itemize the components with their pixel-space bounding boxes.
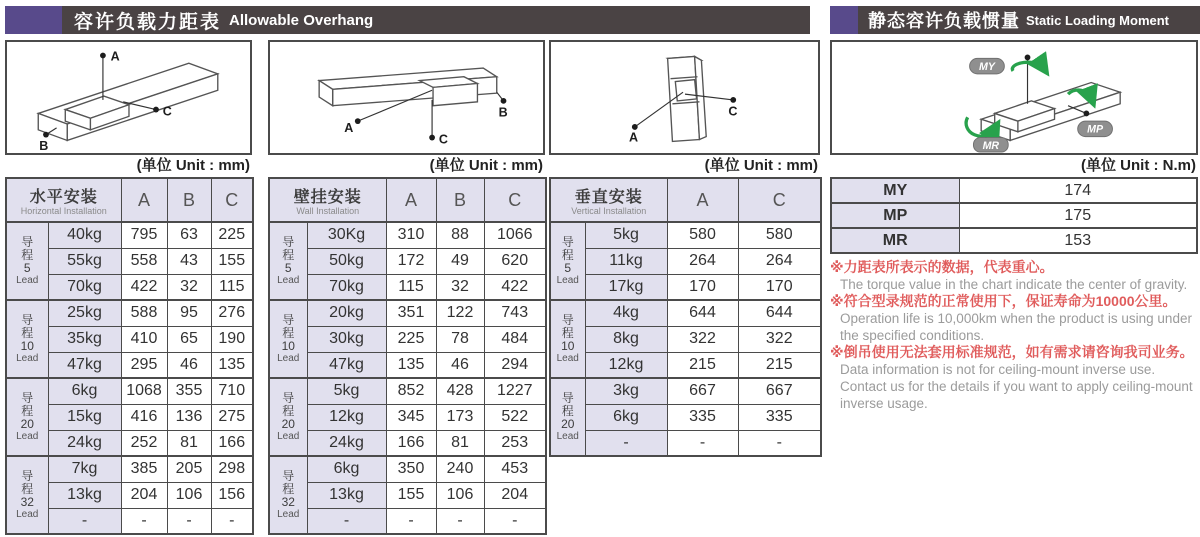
value-cell: 106 [167, 482, 211, 508]
lead-32-label: 导 程 32 Lead [6, 456, 48, 534]
table-row [550, 352, 821, 378]
horizontal-actuator-diagram [7, 42, 250, 153]
value-cell: 355 [167, 378, 211, 404]
value-cell: - [484, 508, 546, 534]
table-row [269, 326, 546, 352]
value-cell: 173 [436, 404, 484, 430]
unit-label: (单位 Unit : mm) [429, 157, 543, 174]
load-cell: 13kg [307, 482, 386, 508]
value-cell: 46 [436, 352, 484, 378]
point-label-c: C [162, 104, 172, 119]
value-cell: 32 [436, 274, 484, 300]
value-cell: 276 [211, 300, 253, 326]
moment-value: 153 [959, 228, 1197, 253]
load-cell: 20kg [307, 300, 386, 326]
value-cell: 416 [121, 404, 167, 430]
value-cell: 46 [167, 352, 211, 378]
column-header-b: B [167, 178, 211, 222]
load-cell: 5kg [585, 222, 667, 248]
vertical-actuator-diagram [551, 42, 818, 153]
value-cell: 65 [167, 326, 211, 352]
header-title-zh: 容许负载力距表 [74, 11, 222, 33]
column-header-a: A [121, 178, 167, 222]
horizontal-table-slot [5, 177, 252, 535]
value-cell: 410 [121, 326, 167, 352]
table-row [269, 378, 546, 404]
value-cell: 204 [484, 482, 546, 508]
horizontal-installation-table [5, 177, 254, 535]
value-cell: 422 [121, 274, 167, 300]
value-cell: 32 [167, 274, 211, 300]
value-cell: 710 [211, 378, 253, 404]
table-row [6, 222, 253, 248]
value-cell: - [436, 508, 484, 534]
table-row [550, 222, 821, 248]
column-header-c: C [211, 178, 253, 222]
value-cell: 81 [167, 430, 211, 456]
value-cell: 170 [738, 274, 821, 300]
table-row [269, 248, 546, 274]
value-cell: 275 [211, 404, 253, 430]
my-label: MY [979, 60, 995, 73]
lead-20-label: 导 程 20 Lead [550, 378, 585, 456]
moment-table [830, 177, 1198, 254]
table-row [6, 300, 253, 326]
load-cell: 7kg [48, 456, 121, 482]
lead-5-label: 导 程 5 Lead [550, 222, 585, 300]
point-label-a: A [629, 130, 639, 145]
value-cell: 667 [667, 378, 738, 404]
load-cell: 17kg [585, 274, 667, 300]
value-cell: 345 [386, 404, 436, 430]
value-cell: 115 [211, 274, 253, 300]
value-cell: 264 [667, 248, 738, 274]
value-cell: 205 [167, 456, 211, 482]
value-cell: 1068 [121, 378, 167, 404]
load-cell: 24kg [307, 430, 386, 456]
note-zh: ※符合型录规范的正常使用下，保证寿命为10000公里。 [830, 293, 1177, 309]
value-cell: 252 [121, 430, 167, 456]
value-cell: - [667, 430, 738, 456]
value-cell: 49 [436, 248, 484, 274]
value-cell: 335 [738, 404, 821, 430]
moment-label: MY [831, 178, 959, 203]
point-label-c: C [728, 104, 738, 119]
value-cell: 166 [386, 430, 436, 456]
table-row [269, 274, 546, 300]
lead-32-label: 导 程 32 Lead [269, 456, 307, 534]
value-cell: 295 [121, 352, 167, 378]
value-cell: 428 [436, 378, 484, 404]
unit-label: (单位 Unit : N.m) [1081, 157, 1196, 174]
load-cell: 70kg [307, 274, 386, 300]
point-label-a: A [110, 49, 120, 64]
note-item [830, 344, 1198, 412]
note-zh: ※倒吊使用无法套用标准规范，如有需求请咨询我司业务。 [830, 344, 1194, 360]
value-cell: 190 [211, 326, 253, 352]
value-cell: 484 [484, 326, 546, 352]
table-row [550, 248, 821, 274]
load-cell: - [307, 508, 386, 534]
moment-value: 175 [959, 203, 1197, 228]
load-cell: 8kg [585, 326, 667, 352]
vertical-diagram-box [549, 40, 820, 155]
load-cell: 24kg [48, 430, 121, 456]
value-cell: 122 [436, 300, 484, 326]
table-row [6, 456, 253, 482]
value-cell: - [386, 508, 436, 534]
value-cell: 155 [211, 248, 253, 274]
load-cell: 30Kg [307, 222, 386, 248]
table-row [831, 178, 1197, 203]
value-cell: - [738, 430, 821, 456]
value-cell: 422 [484, 274, 546, 300]
lead-20-label: 导 程 20 Lead [6, 378, 48, 456]
load-cell: 47kg [48, 352, 121, 378]
load-cell: 30kg [307, 326, 386, 352]
value-cell: 852 [386, 378, 436, 404]
value-cell: 106 [436, 482, 484, 508]
value-cell: 253 [484, 430, 546, 456]
value-cell: - [121, 508, 167, 534]
load-cell: 11kg [585, 248, 667, 274]
load-cell: 5kg [307, 378, 386, 404]
wall-diagram-box [268, 40, 545, 155]
value-cell: 644 [738, 300, 821, 326]
load-cell: 50kg [307, 248, 386, 274]
column-header-a: A [386, 178, 436, 222]
value-cell: - [211, 508, 253, 534]
value-cell: 580 [738, 222, 821, 248]
lead-10-label: 导 程 10 Lead [6, 300, 48, 378]
header-title-en: Static Loading Moment [1026, 12, 1169, 28]
value-cell: 580 [667, 222, 738, 248]
static-loading-moment-header [830, 6, 1200, 34]
unit-label: (单位 Unit : mm) [704, 157, 818, 174]
load-cell: 70kg [48, 274, 121, 300]
value-cell: 135 [386, 352, 436, 378]
load-cell: - [48, 508, 121, 534]
value-cell: 298 [211, 456, 253, 482]
value-cell: 135 [211, 352, 253, 378]
table-header-row [550, 178, 821, 222]
moment-label: MP [831, 203, 959, 228]
value-cell: 1227 [484, 378, 546, 404]
table-row [550, 274, 821, 300]
vertical-installation-section [549, 40, 820, 457]
note-en: The torque value in the chart indicate the center of gravity. [840, 277, 1188, 292]
lead-10-label: 导 程 10 Lead [269, 300, 307, 378]
load-cell: 13kg [48, 482, 121, 508]
value-cell: 558 [121, 248, 167, 274]
load-cell: - [585, 430, 667, 456]
value-cell: 743 [484, 300, 546, 326]
moment-label: MR [831, 228, 959, 253]
load-cell: 6kg [48, 378, 121, 404]
load-cell: 4kg [585, 300, 667, 326]
note-en: Data information is not for ceiling-mount inverse use. Contact us for the details if you want to apply ceiling-mount inverse usage. [840, 362, 1193, 411]
value-cell: 294 [484, 352, 546, 378]
unit-label: (单位 Unit : mm) [136, 157, 250, 174]
value-cell: 385 [121, 456, 167, 482]
load-cell: 47kg [307, 352, 386, 378]
value-cell: 172 [386, 248, 436, 274]
value-cell: 350 [386, 456, 436, 482]
load-cell: 12kg [307, 404, 386, 430]
table-row [550, 430, 821, 456]
load-cell: 25kg [48, 300, 121, 326]
load-cell: 12kg [585, 352, 667, 378]
table-row [269, 482, 546, 508]
value-cell: 204 [121, 482, 167, 508]
point-label-b: B [498, 105, 508, 120]
note-zh: ※力距表所表示的数据，代表重心。 [830, 259, 1054, 275]
value-cell: 95 [167, 300, 211, 326]
table-header-row [6, 178, 253, 222]
value-cell: 795 [121, 222, 167, 248]
value-cell: 63 [167, 222, 211, 248]
table-row [269, 430, 546, 456]
table-row [831, 203, 1197, 228]
table-row [269, 456, 546, 482]
load-cell: 15kg [48, 404, 121, 430]
horizontal-installation-section [5, 40, 252, 535]
header-title-zh: 静态容许负载惯量 [868, 11, 1020, 31]
value-cell: 166 [211, 430, 253, 456]
wall-table-slot [268, 177, 545, 535]
value-cell: 155 [386, 482, 436, 508]
value-cell: 81 [436, 430, 484, 456]
value-cell: 215 [667, 352, 738, 378]
value-cell: 322 [667, 326, 738, 352]
table-row [550, 378, 821, 404]
table-row [269, 300, 546, 326]
value-cell: 78 [436, 326, 484, 352]
lead-5-label: 导 程 5 Lead [269, 222, 307, 300]
table-title: 壁挂安装 Wall Installation [269, 178, 386, 222]
lead-10-label: 导 程 10 Lead [550, 300, 585, 378]
value-cell: 136 [167, 404, 211, 430]
table-row [550, 404, 821, 430]
table-row [269, 222, 546, 248]
mp-label: MP [1087, 123, 1104, 136]
value-cell: 1066 [484, 222, 546, 248]
wall-installation-table [268, 177, 547, 535]
value-cell: 225 [211, 222, 253, 248]
column-header-c: C [484, 178, 546, 222]
table-row [831, 228, 1197, 253]
moment-actuator-diagram [832, 42, 1196, 153]
wall-installation-section [268, 40, 545, 535]
load-cell: 6kg [307, 456, 386, 482]
horizontal-diagram-box [5, 40, 252, 155]
value-cell: 667 [738, 378, 821, 404]
vertical-table-slot [549, 177, 820, 457]
value-cell: 644 [667, 300, 738, 326]
table-row [269, 508, 546, 534]
wall-actuator-diagram [270, 42, 543, 153]
note-en: Operation life is 10,000km when the product is using under the specified conditions. [840, 311, 1192, 343]
column-header-c: C [738, 178, 821, 222]
lead-5-label: 导 程 5 Lead [6, 222, 48, 300]
load-cell: 35kg [48, 326, 121, 352]
vertical-installation-table [549, 177, 822, 457]
note-item [830, 259, 1198, 293]
table-row [269, 404, 546, 430]
header-accent-square [830, 6, 858, 34]
notes [830, 259, 1198, 412]
value-cell: 170 [667, 274, 738, 300]
point-label-c: C [438, 132, 448, 147]
load-cell: 55kg [48, 248, 121, 274]
point-label-a: A [344, 120, 354, 135]
value-cell: 88 [436, 222, 484, 248]
value-cell: 240 [436, 456, 484, 482]
moment-value: 174 [959, 178, 1197, 203]
value-cell: 335 [667, 404, 738, 430]
value-cell: 225 [386, 326, 436, 352]
value-cell: 43 [167, 248, 211, 274]
value-cell: 522 [484, 404, 546, 430]
table-header-row [269, 178, 546, 222]
value-cell: 453 [484, 456, 546, 482]
value-cell: 588 [121, 300, 167, 326]
static-loading-moment-section [830, 40, 1198, 412]
load-cell: 40kg [48, 222, 121, 248]
mr-label: MR [982, 140, 1000, 153]
header-title-en: Allowable Overhang [229, 11, 374, 29]
load-cell: 3kg [585, 378, 667, 404]
point-label-b: B [39, 139, 49, 153]
value-cell: - [167, 508, 211, 534]
table-row [269, 352, 546, 378]
value-cell: 310 [386, 222, 436, 248]
value-cell: 322 [738, 326, 821, 352]
table-row [550, 326, 821, 352]
column-header-a: A [667, 178, 738, 222]
value-cell: 351 [386, 300, 436, 326]
lead-20-label: 导 程 20 Lead [269, 378, 307, 456]
value-cell: 115 [386, 274, 436, 300]
table-title: 垂直安装 Vertical Installation [550, 178, 667, 222]
table-row [550, 300, 821, 326]
allowable-overhang-header [5, 6, 810, 34]
header-accent-square [5, 6, 62, 34]
table-title: 水平安装 Horizontal Installation [6, 178, 121, 222]
moment-diagram-box [830, 40, 1198, 155]
table-row [6, 378, 253, 404]
value-cell: 264 [738, 248, 821, 274]
load-cell: 6kg [585, 404, 667, 430]
value-cell: 156 [211, 482, 253, 508]
column-header-b: B [436, 178, 484, 222]
note-item [830, 293, 1198, 344]
value-cell: 620 [484, 248, 546, 274]
value-cell: 215 [738, 352, 821, 378]
